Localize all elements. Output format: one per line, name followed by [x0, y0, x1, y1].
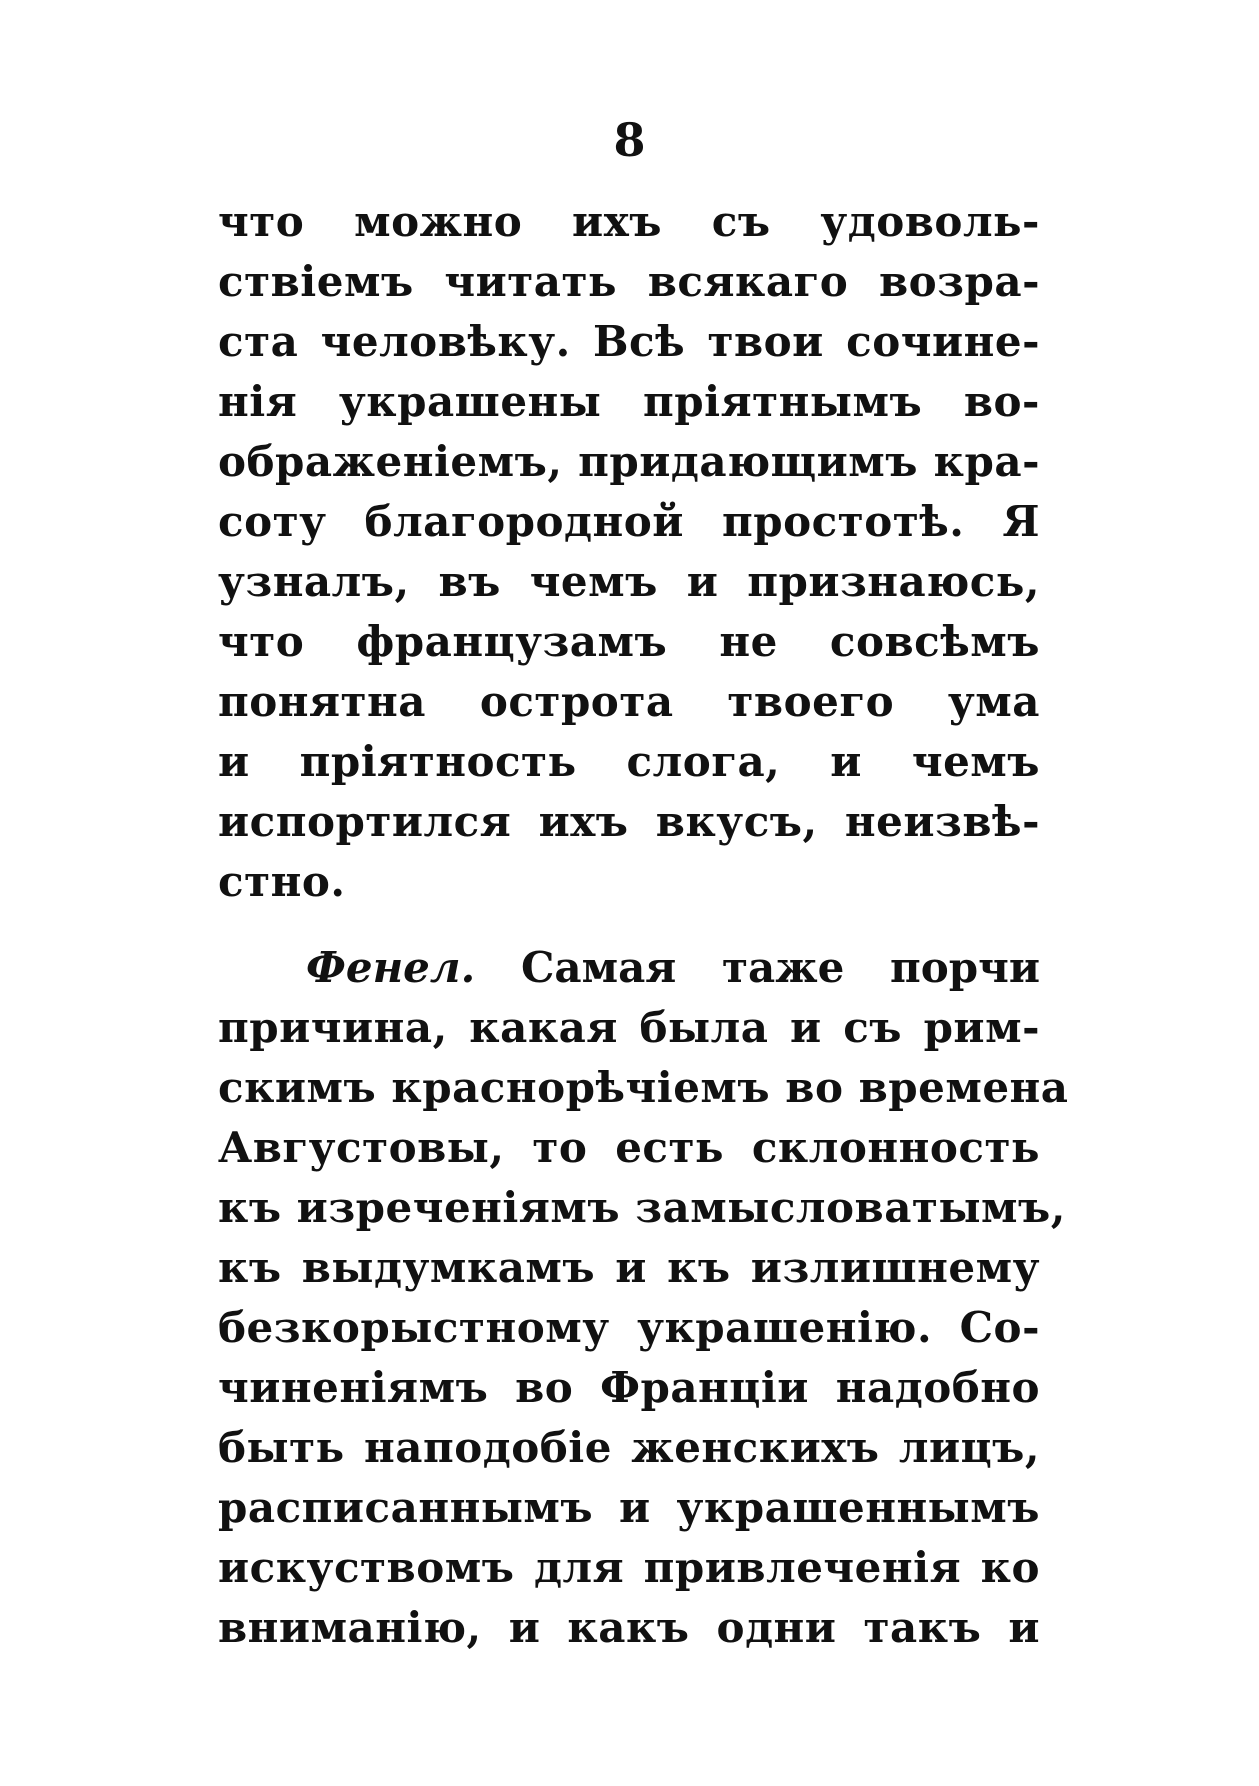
- text-line: расписаннымъ и украшеннымъ: [218, 1483, 1040, 1532]
- text-line: чиненіямъ во Франціи надобно: [218, 1363, 1040, 1412]
- text-line: и пріятность слога, и чемъ: [218, 737, 1040, 786]
- first-line-text: Самая таже порчи: [520, 943, 1040, 992]
- text-line: нія украшены пріятнымъ во-: [218, 377, 1040, 426]
- text-line: соту благородной простотѣ. Я: [218, 497, 1040, 546]
- text-line: безкорыстному украшенію. Со-: [218, 1303, 1040, 1352]
- text-line: ста человѣку. Всѣ твои сочине-: [218, 317, 1040, 366]
- paragraph-1: [218, 192, 1040, 912]
- text-line: стно.: [218, 857, 346, 906]
- text-line: къ выдумкамъ и къ излишнему: [218, 1243, 1040, 1292]
- dialogue-first-line: [218, 938, 1040, 998]
- text-line: что французамъ не совсѣмъ: [218, 617, 1040, 666]
- paragraph-2: [218, 938, 1069, 1658]
- text-line: къ изреченіямъ замысловатымъ,: [218, 1183, 1066, 1232]
- speaker-name: Фенел.: [306, 943, 476, 992]
- page-number: 8: [613, 113, 646, 167]
- text-line: причина, какая была и съ рим-: [218, 1003, 1040, 1052]
- text-line: ствіемъ читать всякаго возра-: [218, 257, 1040, 306]
- text-line: что можно ихъ съ удоволь-: [218, 197, 1040, 246]
- text-line: ображеніемъ, придающимъ кра-: [218, 437, 1040, 486]
- text-line: искуствомъ для привлеченія ко: [218, 1543, 1040, 1592]
- text-line: вниманію, и какъ одни такъ и: [218, 1603, 1040, 1652]
- text-line: Августовы, то есть склонность: [218, 1123, 1040, 1172]
- text-line: скимъ краснорѣчіемъ во времена: [218, 1063, 1069, 1112]
- text-line: быть наподобіе женскихъ лицъ,: [218, 1423, 1040, 1472]
- text-line: узналъ, въ чемъ и признаюсь,: [218, 557, 1040, 606]
- text-line: испортился ихъ вкусъ, неизвѣ-: [218, 797, 1040, 846]
- text-line: понятна острота твоего ума: [218, 677, 1040, 726]
